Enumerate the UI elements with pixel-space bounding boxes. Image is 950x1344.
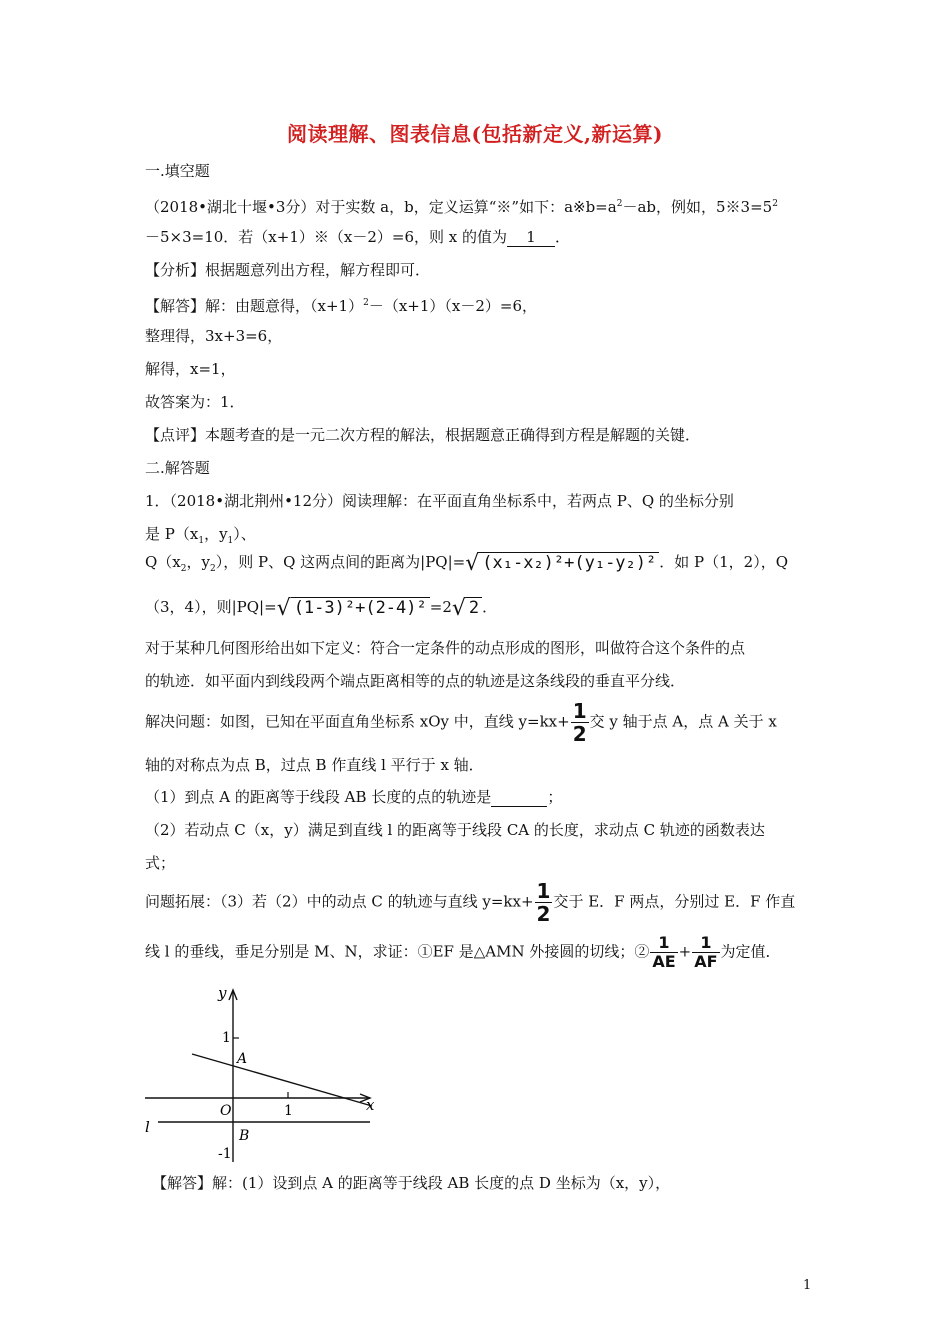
q2-part1: （1）到点 A 的距离等于线段 AB 长度的点的轨迹是 ； — [145, 788, 563, 806]
label-O: O — [220, 1103, 232, 1119]
label-y: y — [218, 984, 227, 1002]
distance-formula-sqrt: √ (x₁-x₂)²+(y₁-y₂)² — [465, 552, 659, 575]
sqrt-two: √ 2 — [452, 597, 482, 620]
q1-line2: －5×3=10．若（x+1）※（x－2）=6，则 x 的值为 1 ． — [145, 228, 571, 246]
q1-step2: 解得，x=1， — [145, 360, 236, 378]
locus-blank — [491, 788, 547, 807]
q1-answer: 【解答】解：由题意得，$(x+1)^2-(x+1)(x-2)=6$， — [145, 297, 537, 315]
page-number: 1 — [803, 1278, 812, 1293]
label-l: l — [145, 1118, 150, 1136]
q2-part2-cont: 式； — [145, 854, 176, 872]
q2-line1: 1．（2018•湖北荆州•12分）阅读理解：在平面直角坐标系中，若两点 P、Q 的坐标分别 — [145, 492, 734, 510]
fraction-one-half-2: $\frac{1}{2}$ — [536, 879, 551, 926]
q2-line5: 对于某种几何图形给出如下定义：符合一定条件的动点形成的图形，叫做符合这个条件的点 — [145, 639, 746, 657]
q1-line1: （2018•湖北十堰•3分）对于实数 a，b，定义运算“※”如下：$a※b=a^2-ab$，例如，$5※3=5^2$ — [145, 198, 778, 216]
label-B: B — [239, 1128, 250, 1144]
q1-step1: 整理得，3x+3=6， — [145, 327, 283, 345]
label-A: A — [237, 1051, 248, 1067]
q2-line7: 解决问题：如图，已知在平面直角坐标系 xOy 中，直线 y=kx+ $\frac{1}{2}$ 交 y 轴于点 A，点 A 关于 x — [145, 699, 777, 746]
label-1-y: 1 — [222, 1030, 231, 1046]
page-title: 阅读理解、图表信息(包括新定义,新运算) — [287, 122, 663, 146]
section-heading-fill-in: 一.填空题 — [145, 162, 210, 180]
q2-solution-start: 【解答】解：(1）设到点 A 的距离等于线段 AB 长度的点 D 坐标为（x，y）， — [152, 1174, 671, 1192]
label-1-x: 1 — [284, 1103, 293, 1119]
q2-line6: 的轨迹．如平面内到线段两个端点距离相等的点的轨迹是这条线段的垂直平分线． — [145, 672, 686, 690]
q1-step3: 故答案为：1． — [145, 393, 245, 411]
label-minus-1: -1 — [218, 1146, 232, 1162]
q1-analysis: 【分析】根据题意列出方程，解方程即可． — [145, 261, 431, 279]
coordinate-graph — [140, 980, 385, 1165]
q2-part3: 问题拓展：（3）若（2）中的动点 C 的轨迹与直线 y=kx+ $\frac{1}{2}$ 交于 E．F 两点，分别过 E．F 作直 — [145, 879, 796, 926]
fraction-one-half: $\frac{1}{2}$ — [572, 699, 587, 746]
q2-part3-cont: 线 l 的垂线，垂足分别是 M、N，求证：①EF 是△AMN 外接圆的切线；② $\frac{1}{AE}$ + $\frac{1}{AF}$ 为定值． — [145, 933, 781, 971]
q2-line8: 轴的对称点为点 B，过点 B 作直线 l 平行于 x 轴． — [145, 756, 484, 774]
example-sqrt: √ (1-3)²+(2-4)² — [277, 597, 430, 620]
q1-comment: 【点评】本题考查的是一元二次方程的解法，根据题意正确得到方程是解题的关键． — [145, 426, 701, 444]
q2-line4: （3，4），则|PQ|=√ (1-3)²+(2-4)² =2√ 2 ． — [145, 595, 498, 621]
q2-part2: （2）若动点 C（x，y）满足到直线 l 的距离等于线段 CA 的长度，求动点 C 轨迹的函数表达 — [145, 821, 765, 839]
answer-blank: 1 — [507, 228, 555, 247]
q2-line2: 是 $P(x_1$，$y_1$）、 — [145, 525, 256, 546]
section-heading-solve: 二.解答题 — [145, 459, 210, 477]
fraction-1-over-af: $\frac{1}{AF}$ — [694, 933, 718, 971]
label-x: x — [366, 1096, 375, 1114]
fraction-1-over-ae: $\frac{1}{AE}$ — [652, 933, 676, 971]
q2-line3: $Q(x_2$，$y_2$），则 P、Q 这两点间的距离为|PQ|=√ (x₁-x₂)²+(y₁-y₂)² ．如 P（1，2），Q — [145, 550, 788, 576]
